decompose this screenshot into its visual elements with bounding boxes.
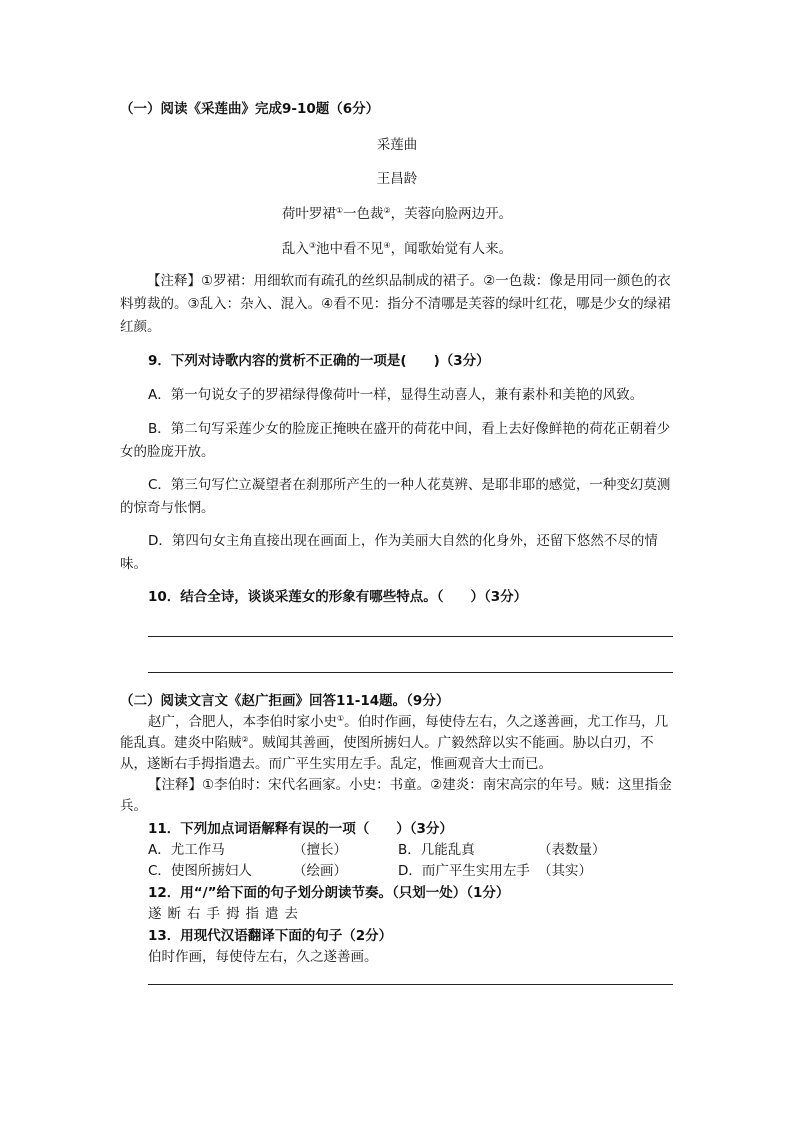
passage-footnote-1: ① [337,714,345,723]
q9-option-d[interactable]: D．第四句女主角直接出现在画面上，作为美丽大自然的化身外，还留下悠然不尽的情味。 [120,533,658,572]
q9-option-c[interactable]: C．第三句写伫立凝望者在刹那所产生的一种人花莫辨、是耶非耶的感觉，一种变幻莫测的惊奇与怅惘。 [120,477,671,516]
poem-line-1 [0,205,794,223]
poem-line-2-part-a: 乱入 [281,241,309,257]
q11-option-c[interactable]: C．使图所掳妇人 [148,863,252,879]
classical-passage [120,712,673,775]
q11-option-d[interactable]: D．而广平生实用左手 [398,863,530,879]
poem-line-1-part-b: 一色裁 [343,206,384,222]
footnote-mark-4: ④ [383,241,391,250]
question-13-stem: 13．用现代汉语翻译下面的句子（2分） [148,928,393,944]
section1-heading: （一）阅读《采莲曲》完成9-10题（6分） [120,101,380,117]
footnote-mark-2: ② [383,206,391,215]
q12-sentence[interactable]: 遂断右手拇指遣去 [148,906,304,922]
passage-footnote-2: ② [241,735,249,744]
poem-line-2-part-b: 池中看不见 [316,241,384,257]
poem-line-1-part-c: ，芙蓉向脸两边开。 [390,206,513,222]
passage-part-c: 。贼闻其善画，使图所掳妇人。广毅然辞以实不能画。胁以白刃，不从，遂断右手拇指遣去。而广平生实用左手。乱定，惟画观音大士而已。 [120,735,654,772]
footnote-mark-3: ③ [308,241,316,250]
q9-option-b[interactable]: B．第二句写采莲少女的脸庞正掩映在盛开的荷花中间，看上去好像鲜艳的荷花正朝着少女的脸庞开放。 [120,421,671,460]
q11-option-c-gloss: （绘画） [293,863,347,879]
answer-line-1[interactable] [148,636,673,637]
poem-author: 王昌龄 [376,171,418,187]
question-9-stem: 9．下列对诗歌内容的赏析不正确的一项是( )（3分） [148,353,490,369]
poem-line-2 [0,240,794,258]
q11-option-b[interactable]: B．几能乱真 [398,842,475,858]
answer-line-3[interactable] [148,984,673,985]
poem-line-1-part-a: 荷叶罗裙 [281,206,336,222]
q13-sentence: 伯时作画，每使侍左右，久之遂善画。 [148,949,378,965]
answer-line-2[interactable] [148,672,673,673]
passage-note: 【注释】①李伯时：宋代名画家。小史：书童。②建炎：南宋高宗的年号。贼：这里指金兵。 [120,777,672,814]
passage-part-a: 赵广，合肥人，本李伯时家小史 [148,714,337,730]
q9-option-a[interactable]: A．第一句说女子的罗裙绿得像荷叶一样，显得生动喜人，兼有素朴和美艳的风致。 [148,387,644,403]
passage-part-b: 。伯时作画，每使侍左右，久之遂善画，尤工作马，几能乱真。建炎中陷贼 [120,714,669,751]
poem-note: 【注释】①罗裙：用细软而有疏孔的丝织品制成的裙子。②一色裁：像是用同一颜色的衣料剪裁的。③乱入：杂入、混入。④看不见：指分不清哪是芙蓉的绿叶红花，哪是少女的绿裙红颜。 [120,273,671,335]
question-10-stem: 10．结合全诗，谈谈采莲女的形象有哪些特点。（ ）（3分） [148,589,528,605]
question-12-stem: 12．用“/”给下面的句子划分朗读节奏。（只划一处）（1分） [148,885,510,901]
question-11-stem: 11．下列加点词语解释有误的一项（ ）（3分） [148,821,453,837]
section2-heading: （二）阅读文言文《赵广拒画》回答11-14题。（9分） [120,693,450,709]
q11-option-a[interactable]: A．尤工作马 [148,842,225,858]
q11-option-b-gloss: （表数量） [538,842,606,858]
poem-title: 采莲曲 [376,137,418,153]
poem-line-2-part-c: ，闻歌始觉有人来。 [390,241,513,257]
q11-option-a-gloss: （擅长） [293,842,347,858]
q11-option-d-gloss: （其实） [538,863,592,879]
footnote-mark-1: ① [335,206,343,215]
